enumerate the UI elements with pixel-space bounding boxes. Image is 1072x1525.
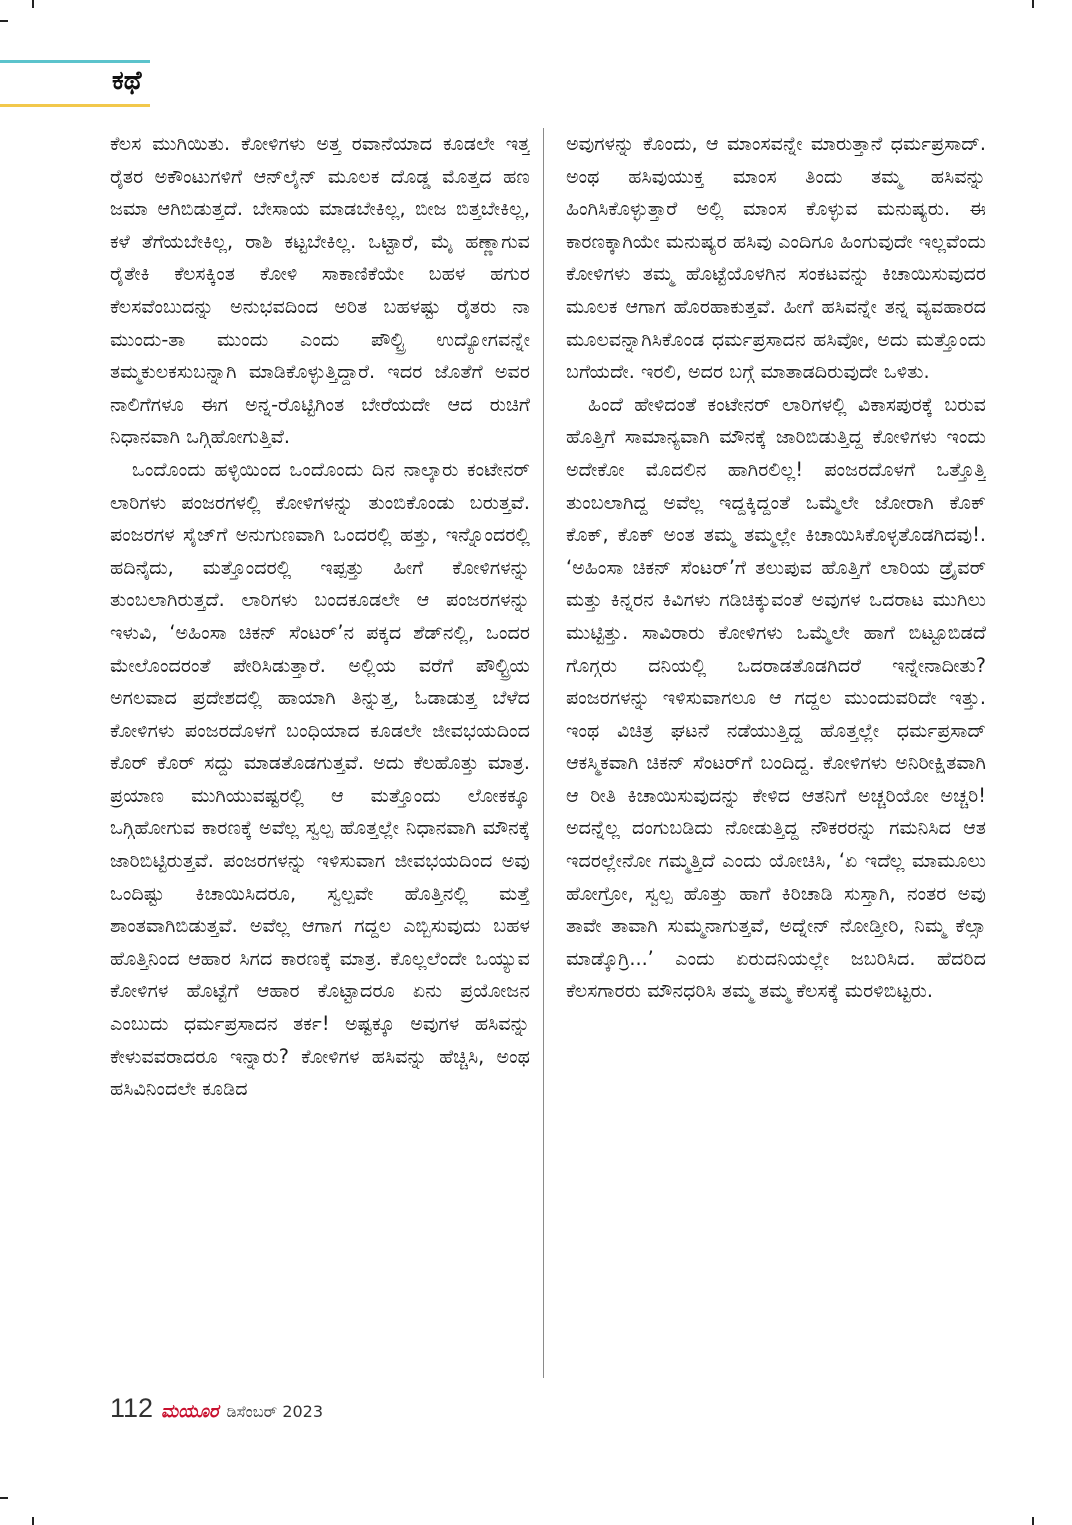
crop-mark-bottom-right xyxy=(1032,1517,1034,1525)
crop-mark-top-left-h xyxy=(0,20,8,22)
crop-mark-top-left xyxy=(32,0,34,8)
paragraph: ಅವುಗಳನ್ನು ಕೊಂದು, ಆ ಮಾಂಸವನ್ನೇ ಮಾರುತ್ತಾನೆ ಧರ್ಮಪ್ರಸಾದ್. ಅಂಥ ಹಸಿವುಯುಕ್ತ ಮಾಂಸ ತಿಂದು ತಮ್ಮ ಹಸಿವನ್ನು ಹಿಂಗಿಸಿಕೊಳ್ಳುತ್ತಾರೆ ಅಲ್ಲಿ ಮಾಂಸ ಕೊಳ್ಳುವ ಮನುಷ್ಯರು. ಈ ಕಾರಣಕ್ಕಾಗಿಯೇ ಮನುಷ್ಯರ ಹಸಿವು ಎಂದಿಗೂ ಹಿಂಗುವುದೇ ಇಲ್ಲವೆಂದು ಕೋಳಿಗಳು ತಮ್ಮ ಹೊಟ್ಟೆಯೊಳಗಿನ ಸಂಕಟವನ್ನು ಕಿಚಾಯಿಸುವುದರ ಮೂಲಕ ಆಗಾಗ ಹೊರಹಾಕುತ್ತವೆ. ಹೀಗೆ ಹಸಿವನ್ನೇ ತನ್ನ ವ್ಯವಹಾರದ ಮೂಲವನ್ನಾಗಿಸಿಕೊಂಡ ಧರ್ಮಪ್ರಸಾದನ ಹಸಿವೋ, ಅದು ಮತ್ತೊಂದು ಬಗೆಯದೇ. ಇರಲಿ, ಅದರ ಬಗ್ಗೆ ಮಾತಾಡದಿರುವುದೇ ಒಳಿತು. xyxy=(566,132,986,384)
paragraph: ಕೆಲಸ ಮುಗಿಯಿತು. ಕೋಳಿಗಳು ಅತ್ತ ರವಾನೆಯಾದ ಕೂಡಲೇ ಇತ್ತ ರೈತರ ಅಕೌಂಟುಗಳಿಗೆ ಆನ್‌ಲೈನ್ ಮೂಲಕ ದೊಡ್ಡ ಮೊತ್ತದ ಹಣ ಜಮಾ ಆಗಿಬಿಡುತ್ತದೆ. ಬೇಸಾಯ ಮಾಡಬೇಕಿಲ್ಲ, ಬೀಜ ಬಿತ್ತಬೇಕಿಲ್ಲ, ಕಳೆ ತೆಗೆಯಬೇಕಿಲ್ಲ, ರಾಶಿ ಕಟ್ಟಬೇಕಿಲ್ಲ. ಒಟ್ಟಾರೆ, ಮೈ ಹಣ್ಣಾಗುವ ರೈತೇಕಿ ಕೆಲಸಕ್ಕಿಂತ ಕೋಳಿ ಸಾಕಾಣಿಕೆಯೇ ಬಹಳ ಹಗುರ ಕೆಲಸವೆಂಬುದನ್ನು ಅನುಭವದಿಂದ ಅರಿತ ಬಹಳಷ್ಟು ರೈತರು ನಾ ಮುಂದು-ತಾ ಮುಂದು ಎಂದು ಪೌಲ್ಟ್ರಿ ಉದ್ಯೋಗವನ್ನೇ ತಮ್ಮಕುಲಕಸುಬನ್ನಾಗಿ ಮಾಡಿಕೊಳ್ಳುತ್ತಿದ್ದಾರೆ. ಇದರ ಜೊತೆಗೆ ಅವರ ನಾಲಿಗೆಗಳೂ ಈಗ ಅನ್ನ-ರೊಟ್ಟಿಗಿಂತ ಬೇರೆಯದೇ ಆದ ರುಚಿಗೆ ನಿಧಾನವಾಗಿ ಒಗ್ಗಿಹೋಗುತ್ತಿವೆ. xyxy=(110,132,530,449)
crop-mark-top-right xyxy=(1032,0,1034,8)
section-rule-bottom xyxy=(0,104,150,107)
section-title: ಕಥೆ xyxy=(112,66,142,96)
page-footer xyxy=(110,1393,323,1427)
issue-date: ಡಿಸೆಂಬರ್ 2023 xyxy=(226,1402,324,1421)
magazine-logo: ಮಯೂರ xyxy=(161,1401,219,1422)
column-divider xyxy=(543,128,544,1378)
page-number: 112 xyxy=(110,1393,154,1423)
article-column-right xyxy=(566,128,986,1388)
paragraph: ಹಿಂದೆ ಹೇಳಿದಂತೆ ಕಂಟೇನರ್ ಲಾರಿಗಳಲ್ಲಿ ವಿಕಾಸಪುರಕ್ಕೆ ಬರುವ ಹೊತ್ತಿಗೆ ಸಾಮಾನ್ಯವಾಗಿ ಮೌನಕ್ಕೆ ಜಾರಿಬಿಡುತ್ತಿದ್ದ ಕೋಳಿಗಳು ಇಂದು ಅದೇಕೋ ಮೊದಲಿನ ಹಾಗಿರಲಿಲ್ಲ! ಪಂಜರದೊಳಗೆ ಒತ್ತೊತ್ತಿ ತುಂಬಲಾಗಿದ್ದ ಅವೆಲ್ಲ ಇದ್ದಕ್ಕಿದ್ದಂತೆ ಒಮ್ಮೆಲೇ ಜೋರಾಗಿ ಕೊಕ್ ಕೊಕ್, ಕೊಕ್ ಅಂತ ತಮ್ಮ ತಮ್ಮಲ್ಲೇ ಕಿಚಾಯಿಸಿಕೊಳ್ಳತೊಡಗಿದವು!. ‘ಅಹಿಂಸಾ ಚಿಕನ್ ಸೆಂಟರ್’ಗೆ ತಲುಪುವ ಹೊತ್ತಿಗೆ ಲಾರಿಯ ಡ್ರೈವರ್ ಮತ್ತು ಕಿನ್ನರನ ಕಿವಿಗಳು ಗಡಿಚಿಕ್ಕುವಂತೆ ಅವುಗಳ ಒದರಾಟ ಮುಗಿಲು ಮುಟ್ಟಿತ್ತು. ಸಾವಿರಾರು ಕೋಳಿಗಳು ಒಮ್ಮೆಲೇ ಹಾಗೆ ಬಿಟ್ಟೂಬಿಡದೆ ಗೊಗ್ಗರು ದನಿಯಲ್ಲಿ ಒದರಾಡತೊಡಗಿದರೆ ಇನ್ನೇನಾದೀತು? ಪಂಜರಗಳನ್ನು ಇಳಿಸುವಾಗಲೂ ಆ ಗದ್ದಲ ಮುಂದುವರಿದೇ ಇತ್ತು. ಇಂಥ ವಿಚಿತ್ರ ಘಟನೆ ನಡೆಯುತ್ತಿದ್ದ ಹೊತ್ತಲ್ಲೇ ಧರ್ಮಪ್ರಸಾದ್ ಆಕಸ್ಮಿಕವಾಗಿ ಚಿಕನ್ ಸೆಂಟರ್‌ಗೆ ಬಂದಿದ್ದ. ಕೋಳಿಗಳು ಅನಿರೀಕ್ಷಿತವಾಗಿ ಆ ರೀತಿ ಕಿಚಾಯಿಸುವುದನ್ನು ಕೇಳಿದ ಆತನಿಗೆ ಅಚ್ಚರಿಯೋ ಅಚ್ಚರಿ! ಅದನ್ನೆಲ್ಲ ದಂಗುಬಡಿದು ನೋಡುತ್ತಿದ್ದ ನೌಕರರನ್ನು ಗಮನಿಸಿದ ಆತ ಇದರಲ್ಲೇನೋ ಗಮ್ಮತ್ತಿದೆ ಎಂದು ಯೋಚಿಸಿ, ‘ಏ ಇದೆಲ್ಲ ಮಾಮೂಲು ಹೋಗ್ರೋ, ಸ್ವಲ್ಪ ಹೊತ್ತು ಹಾಗೆ ಕಿರಿಚಾಡಿ ಸುಸ್ತಾಗಿ, ನಂತರ ಅವು ತಾವೇ ತಾವಾಗಿ ಸುಮ್ಮನಾಗುತ್ತವೆ, ಅದ್ನೇನ್ ನೋಡ್ತೀರಿ, ನಿಮ್ಮ ಕೆಲ್ಸಾ ಮಾಡ್ಕೊಗ್ರಿ...’ ಎಂದು ಏರುದನಿಯಲ್ಲೇ ಜಬರಿಸಿದ. ಹೆದರಿದ ಕೆಲಸಗಾರರು ಮೌನಧರಿಸಿ ತಮ್ಮ ತಮ್ಮ ಕೆಲಸಕ್ಕೆ ಮರಳಿಬಿಟ್ಟರು. xyxy=(566,392,986,1003)
crop-mark-bottom-left-h xyxy=(0,1497,8,1499)
crop-mark-bottom-left xyxy=(32,1517,34,1525)
section-rule-top xyxy=(0,60,150,63)
paragraph: ಒಂದೊಂದು ಹಳ್ಳಿಯಿಂದ ಒಂದೊಂದು ದಿನ ನಾಲ್ಕಾರು ಕಂಟೇನರ್ ಲಾರಿಗಳು ಪಂಜರಗಳಲ್ಲಿ ಕೋಳಿಗಳನ್ನು ತುಂಬಿಕೊಂಡು ಬರುತ್ತವೆ. ಪಂಜರಗಳ ಸೈಜ್‌ಗೆ ಅನುಗುಣವಾಗಿ ಒಂದರಲ್ಲಿ ಹತ್ತು, ಇನ್ನೊಂದರಲ್ಲಿ ಹದಿನೈದು, ಮತ್ತೊಂದರಲ್ಲಿ ಇಪ್ಪತ್ತು ಹೀಗೆ ಕೋಳಿಗಳನ್ನು ತುಂಬಲಾಗಿರುತ್ತದೆ. ಲಾರಿಗಳು ಬಂದಕೂಡಲೇ ಆ ಪಂಜರಗಳನ್ನು ಇಳುವಿ, ‘ಅಹಿಂಸಾ ಚಿಕನ್ ಸೆಂಟರ್’ನ ಪಕ್ಕದ ಶೆಡ್‌ನಲ್ಲಿ, ಒಂದರ ಮೇಲೊಂದರಂತೆ ಪೇರಿಸಿಡುತ್ತಾರೆ. ಅಲ್ಲಿಯ ವರೆಗೆ ಪೌಲ್ಟ್ರಿಯ ಅಗಲವಾದ ಪ್ರದೇಶದಲ್ಲಿ ಹಾಯಾಗಿ ತಿನ್ನುತ್ತ, ಓಡಾಡುತ್ತ ಬೆಳೆದ ಕೋಳಿಗಳು ಪಂಜರದೊಳಗೆ ಬಂಧಿಯಾದ ಕೂಡಲೇ ಜೀವಭಯದಿಂದ ಕೊರ್ ಕೊರ್ ಸದ್ದು ಮಾಡತೊಡಗುತ್ತವೆ. ಅದು ಕೆಲಹೊತ್ತು ಮಾತ್ರ. ಪ್ರಯಾಣ ಮುಗಿಯುವಷ್ಟರಲ್ಲಿ ಆ ಮತ್ತೊಂದು ಲೋಕಕ್ಕೂ ಒಗ್ಗಿಹೋಗುವ ಕಾರಣಕ್ಕೆ ಅವೆಲ್ಲ ಸ್ವಲ್ಪ ಹೊತ್ತಲ್ಲೇ ನಿಧಾನವಾಗಿ ಮೌನಕ್ಕೆ ಜಾರಿಬಿಟ್ಟಿರುತ್ತವೆ. ಪಂಜರಗಳನ್ನು ಇಳಿಸುವಾಗ ಜೀವಭಯದಿಂದ ಅವು ಒಂದಿಷ್ಟು ಕಿಚಾಯಿಸಿದರೂ, ಸ್ವಲ್ಪವೇ ಹೊತ್ತಿನಲ್ಲಿ ಮತ್ತೆ ಶಾಂತವಾಗಿಬಿಡುತ್ತವೆ. ಅವೆಲ್ಲ ಆಗಾಗ ಗದ್ದಲ ಎಬ್ಬಿಸುವುದು ಬಹಳ ಹೊತ್ತಿನಿಂದ ಆಹಾರ ಸಿಗದ ಕಾರಣಕ್ಕೆ ಮಾತ್ರ. ಕೊಲ್ಲಲೆಂದೇ ಒಯ್ಯುವ ಕೋಳಿಗಳ ಹೊಟ್ಟೆಗೆ ಆಹಾರ ಕೊಟ್ಟಾದರೂ ಏನು ಪ್ರಯೋಜನ ಎಂಬುದು ಧರ್ಮಪ್ರಸಾದನ ತರ್ಕ! ಅಷ್ಟಕ್ಕೂ ಅವುಗಳ ಹಸಿವನ್ನು ಕೇಳುವವರಾದರೂ ಇನ್ನಾರು? ಕೋಳಿಗಳ ಹಸಿವನ್ನು ಹೆಚ್ಚಿಸಿ, ಅಂಥ ಹಸಿವಿನಿಂದಲೇ ಕೂಡಿದ xyxy=(110,457,530,1101)
article-column-left xyxy=(110,128,530,1388)
